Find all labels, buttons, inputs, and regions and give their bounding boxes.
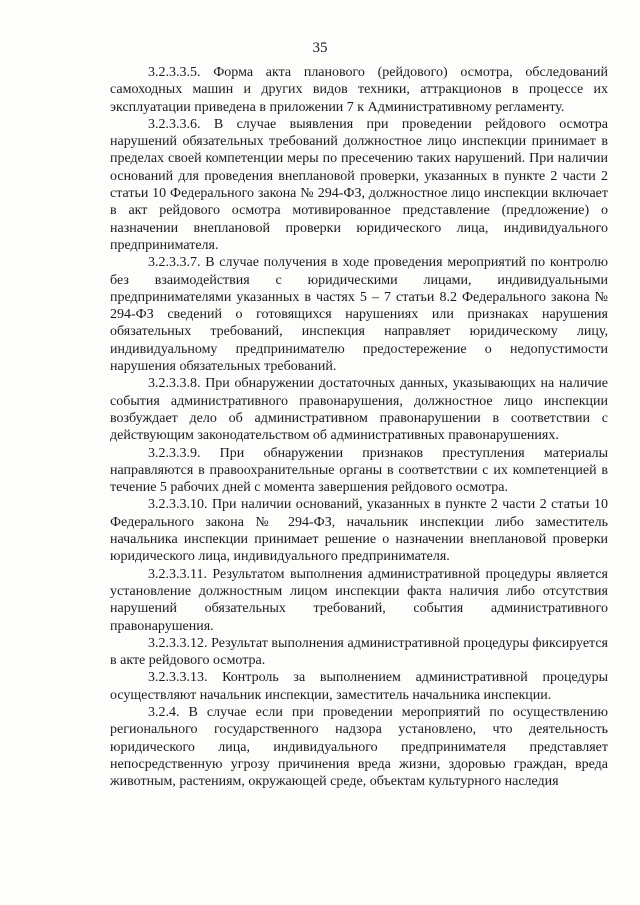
page-number: 35	[312, 40, 328, 56]
paragraph-3-2-3-3-11: 3.2.3.3.11. Результатом выполнения административной процедуры является установление должностным лицом инспекции факта наличия либо отсутствия нарушений обязательных требований, события административного правонарушения.	[110, 566, 608, 634]
paragraph-3-2-3-3-13: 3.2.3.3.13. Контроль за выполнением административной процедуры осуществляют начальник инспекции, заместитель начальника инспекции.	[110, 670, 608, 703]
paragraph-3-2-3-3-10: 3.2.3.3.10. При наличии оснований, указанных в пункте 2 части 2 статьи 10 Федерального закона № 294-ФЗ, начальник инспекции либо заместитель начальника инспекции принимает решение о назначении внеплановой проверки юридического лица, индивидуального предпринимателя.	[110, 497, 608, 565]
paragraph-3-2-3-3-8: 3.2.3.3.8. При обнаружении достаточных данных, указывающих на наличие события административного правонарушения, должностное лицо инспекции возбуждает дело об административном правонарушении в соответствии с действующим законодательством об административных правонарушениях.	[110, 376, 608, 444]
paragraph-3-2-3-3-7: 3.2.3.3.7. В случае получения в ходе проведения мероприятий по контролю без взаимодействия с юридическими лицами, индивидуальными предпринимателями указанных в частях 5 – 7 статьи 8.2 Федерального закона № 294-ФЗ сведений о готовящихся нарушениях или признаках нарушения обязательных требований, инспекция направляет юридическому лицу, индивидуальному предпринимателю предостережение о недопустимости нарушения обязательных требований.	[110, 255, 608, 375]
paragraph-3-2-3-3-12: 3.2.3.3.12. Результат выполнения административной процедуры фиксируется в акте рейдового осмотра.	[110, 635, 608, 669]
paragraph-3-2-4: 3.2.4. В случае если при проведении мероприятий по осуществлению регионального государственного надзора установлено, что деятельность юридического лица, индивидуального предпринимателя представляет непосредственную угрозу причинения вреда жизни, здоровью граждан, вреда животным, растениям, окружающей среде, объектам культурного наследия	[110, 704, 608, 790]
paragraph-3-2-3-3-6: 3.2.3.3.6. В случае выявления при проведении рейдового осмотра нарушений обязательных требований должностное лицо инспекции принимает в пределах своей компетенции меры по пресечению таких нарушений. При наличии оснований для проведения внеплановой проверки, указанных в пункте 2 части 2 статьи 10 Федерального закона № 294-ФЗ, должностное лицо инспекции включает в акт рейдового осмотра мотивированное представление (предложение) о назначении внеплановой проверки юридического лица, индивидуального предпринимателя.	[110, 116, 608, 253]
document-body	[110, 64, 608, 790]
paragraph-3-2-3-3-9: 3.2.3.3.9. При обнаружении признаков преступления материалы направляются в правоохранительные органы в соответствии с их компетенцией в течение 5 рабочих дней с момента завершения рейдового осмотра.	[110, 445, 608, 496]
paragraph-3-2-3-3-5: 3.2.3.3.5. Форма акта планового (рейдового) осмотра, обследований самоходных машин и других видов техники, аттракционов в процессе их эксплуатации приведена в приложении 7 к Административному регламенту.	[110, 65, 608, 115]
